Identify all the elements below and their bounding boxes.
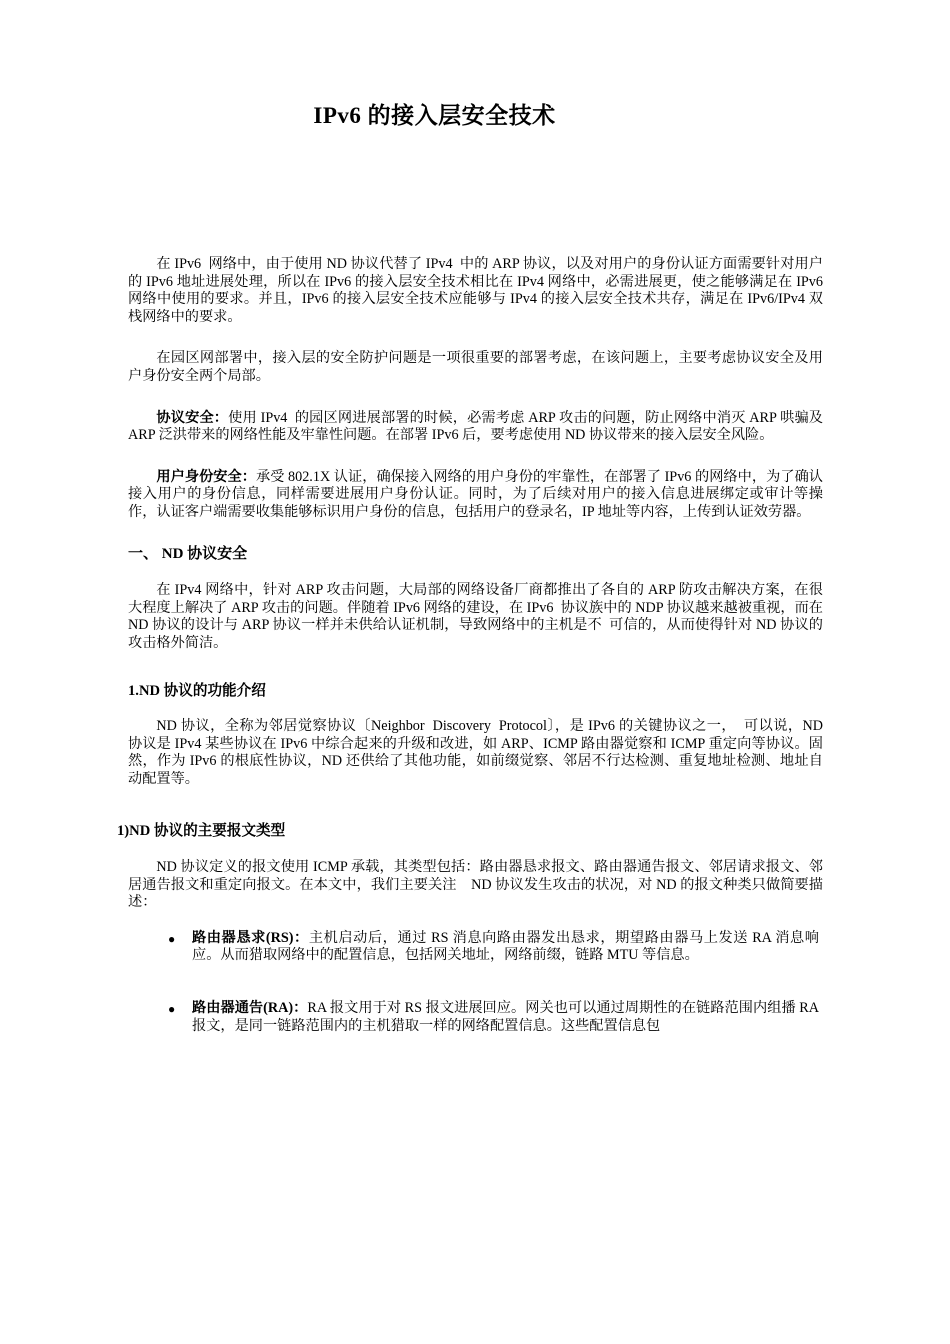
bullet-text-ra: RA 报文用于对 RS 报文进展回应。网关也可以通过周期性的在链路范围内组播 RA 报文，是同一链路范围内的主机猎取一样的网络配置信息。这些配置信息包 — [192, 1000, 823, 1034]
section-heading-nd-protocol-security: 一、 ND 协议安全 — [128, 545, 248, 562]
paragraph-nd-message-types: ND 协议定义的报文使用 ICMP 承载，其类型包括：路由器恳求报文、路由器通告报文、邻居请求报文、邻居通告报文和重定向报文。在本文中，我们主要关注 ND 协议发生攻击的状况，对 ND 的报文种类只做简要描述： — [128, 859, 823, 911]
subsection-heading-nd-message-types: 1)ND 协议的主要报文类型 — [117, 823, 286, 840]
paragraph-intro-2: 在园区网部署中，接入层的安全防护问题是一项很重要的部署考虑，在该问题上，主要考虑协议安全及用户身份安全两个局部。 — [128, 350, 823, 384]
paragraph-arp-background: 在 IPv4 网络中，针对 ARP 攻击问题，大局部的网络设备厂商都推出了各自的 ARP 防攻击解决方案，在很大程度上解决了 ARP 攻击的问题。伴随着 IPv6 网络的建设，在 IPv6 协议族中的 NDP 协议越来越被重视，而在 ND 协议的设计与 ARP 协议一样并未供给认证机制，导致网络中的主机是不 可信的，从而使得针对 ND 协议的攻击格外简洁。 — [128, 582, 827, 651]
bullet-label-rs: 路由器恳求(RS)： — [192, 929, 309, 946]
bullet-icon: ● — [168, 1002, 176, 1017]
document-title: IPv6 的接入层安全技术 — [313, 103, 556, 128]
paragraph-protocol-security-label: 协议安全： — [156, 409, 229, 426]
subsection-heading-nd-function-intro: 1.ND 协议的功能介绍 — [128, 682, 266, 699]
paragraph-protocol-security — [128, 409, 827, 445]
paragraph-user-identity — [128, 469, 823, 522]
paragraph-nd-function-intro: ND 协议，全称为邻居觉察协议〔Neighbor Discovery Protocol〕，是 IPv6 的关键协议之一， 可以说，ND 协议是 IPv4 某些协议在 IPv6 中综合起来的升级和改进，如 ARP、ICMP 路由器觉察和 ICMP 重定向等协议。固然，作为 IPv6 的根底性协议，ND 还供给了其他功能，如前缀觉察、邻居不行达检测、重复地址检测、地址自动配置等。 — [128, 718, 827, 787]
list-item-router-solicitation — [128, 930, 823, 965]
paragraph-user-identity-label: 用户身份安全： — [156, 468, 256, 485]
bullet-label-ra: 路由器通告(RA)： — [192, 1000, 308, 1017]
paragraph-intro-1: 在 IPv6 网络中，由于使用 ND 协议代替了 IPv4 中的 ARP 协议，以及对用户的身份认证方面需要针对用户的 IPv6 地址进展处理，所以在 IPv6 的接入层安全技术相比在 IPv4 网络中，必需进展更，使之能够满足在 IPv6 网络中使用的要求。并且，IPv6 的接入层安全技术应能够与 IPv4 的接入层安全技术共存，满足在 IPv6/IPv4 双栈网络中的要求。 — [128, 256, 827, 325]
bullet-icon: ● — [168, 931, 176, 946]
document-content — [117, 0, 827, 1059]
list-item-router-advertisement — [128, 1000, 823, 1035]
paragraph-protocol-security-text: 使用 IPv4 的园区网进展部署的时候，必需考虑 ARP 攻击的问题，防止网络中消灭 ARP 哄骗及 ARP 泛洪带来的网络性能及牢靠性问题。在部署 IPv6 后，要考虑使用 ND 协议带来的接入层安全风险。 — [128, 409, 827, 444]
paragraph-user-identity-text: 承受 802.1X 认证，确保接入网络的用户身份的牢靠性，在部署了 IPv6 的网络中，为了确认接入用户的身份信息，同样需要进展用户身份认证。同时，为了后续对用户的接入信息进展绑定或审计等操作，认证客户端需要收集能够标识用户身份的信息，包括用户的登录名，IP 地址等内容，上传到认证效劳器。 — [128, 468, 823, 520]
bullet-text-rs: 主机启动后，通过 RS 消息向路由器发出恳求，期望路由器马上发送 RA 消息响应。从而猎取网络中的配置信息，包括网关地址，网络前缀，链路 MTU 等信息。 — [192, 929, 819, 964]
